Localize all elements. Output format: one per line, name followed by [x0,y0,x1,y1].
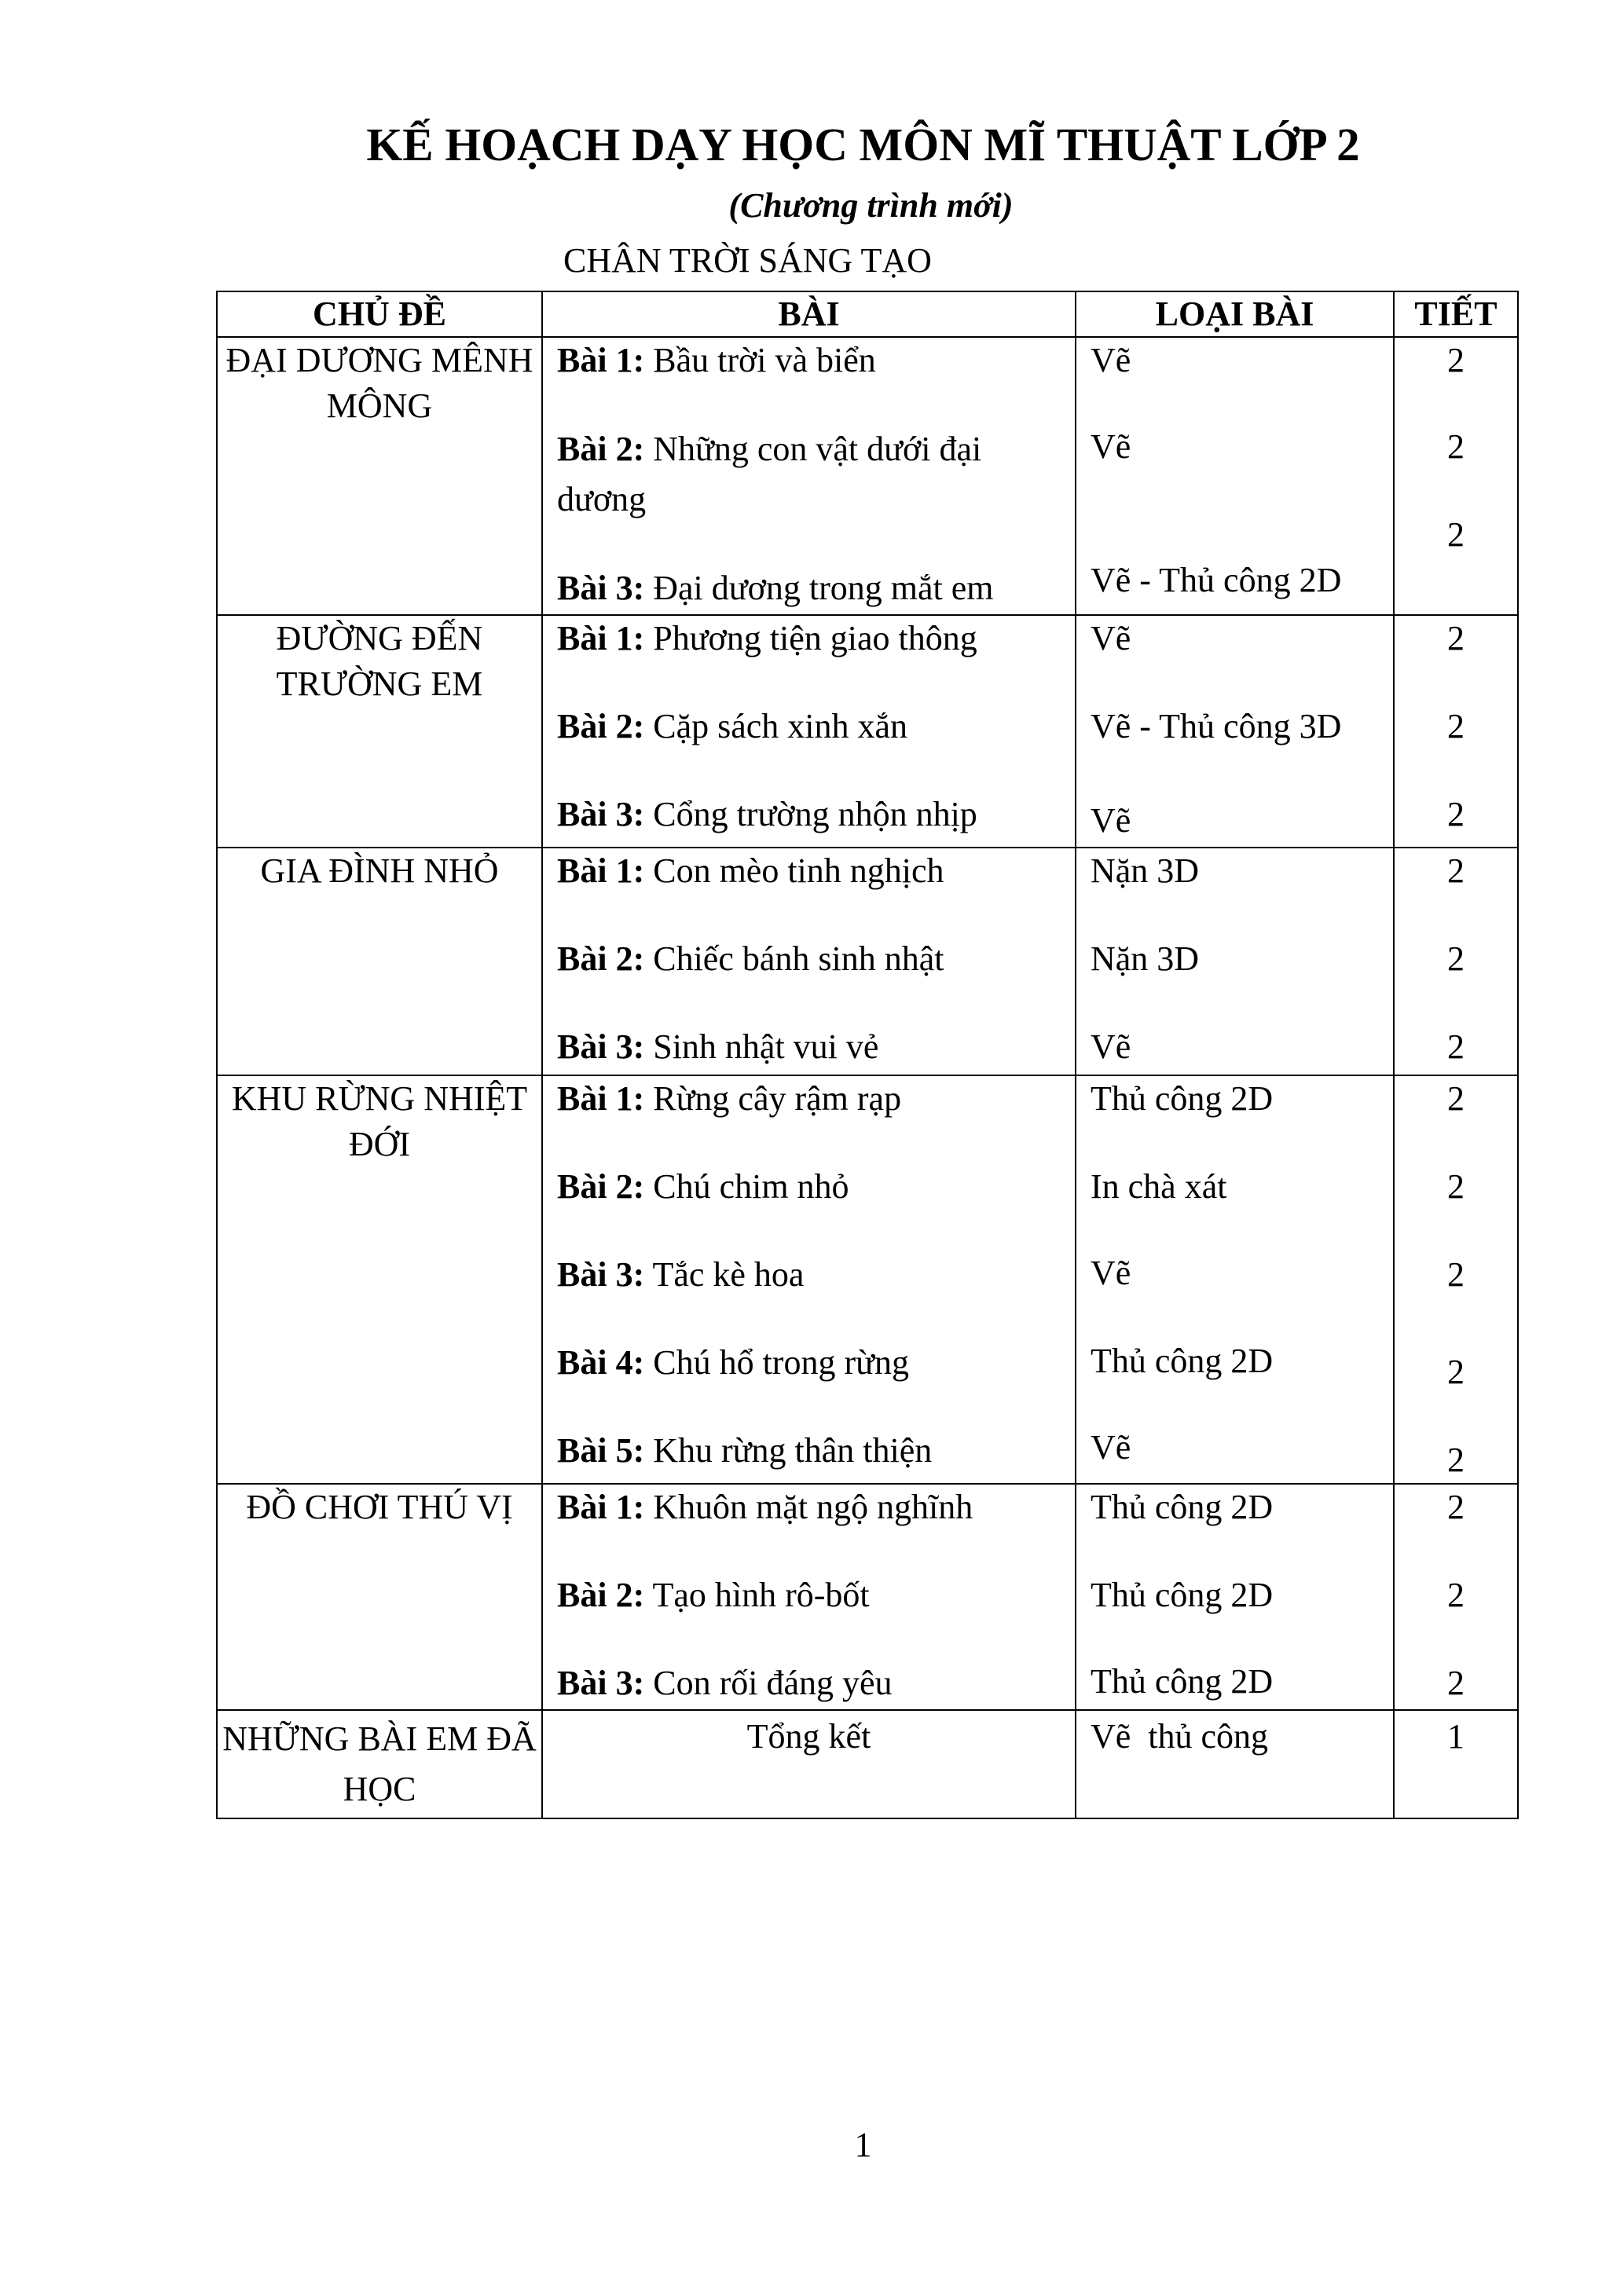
periods-cell [1394,615,1518,848]
topic-cell: GIA ĐÌNH NHỎ [217,848,542,1075]
lesson-label: Bài 3: [557,569,645,607]
lesson-periods: 2 [1447,515,1465,554]
lesson-label: Bài 1: [557,851,645,890]
periods-cell [1394,1075,1518,1484]
list-item [557,1024,1067,1070]
lesson-periods: 2 [1447,1664,1465,1702]
lesson-type: Vẽ - Thủ công 3D [1091,707,1342,745]
lesson-type: Thủ công 2D [1091,1576,1274,1614]
lesson-type: Vẽ [1091,801,1131,840]
lesson-type: Vẽ [1091,619,1131,657]
summary-type: Vẽ thủ công [1091,1717,1269,1756]
list-item [557,704,1067,749]
list-item [557,1076,1067,1122]
lesson-type: Nặn 3D [1091,851,1200,890]
lesson-title: Sinh nhật vui vẻ [653,1027,879,1066]
lesson-label: Bài 2: [557,1576,645,1614]
lesson-plan-table [216,291,1519,1819]
lesson-type: Thủ công 2D [1091,1342,1274,1380]
lesson-title: Chú chim nhỏ [653,1167,849,1206]
lesson-label: Bài 1: [557,1488,645,1526]
lesson-periods: 2 [1447,427,1465,466]
lessons-cell [542,848,1076,1075]
lesson-label: Bài 2: [557,430,645,468]
types-cell [1076,337,1394,615]
lesson-type: Thủ công 2D [1091,1079,1274,1118]
table-row [217,615,1518,848]
lesson-title: Rừng cây rậm rạp [653,1079,902,1118]
types-cell [1076,615,1394,848]
topic-cell: ĐƯỜNG ĐẾN TRƯỜNG EM [217,615,542,848]
lesson-periods: 2 [1447,1027,1465,1066]
summary-topic-cell [217,1710,542,1818]
types-cell [1076,1484,1394,1710]
topic-cell: KHU RỪNG NHIỆT ĐỚI [217,1075,542,1484]
list-item [557,1164,1067,1210]
lesson-title: Khu rừng thân thiện [653,1431,933,1470]
list-item [557,1661,1067,1706]
list-item [557,1485,1067,1530]
periods-cell [1394,337,1518,615]
lesson-title: Đại dương trong mắt em [653,569,994,607]
lesson-label: Bài 1: [557,341,645,379]
lessons-cell [542,615,1076,848]
types-cell [1076,848,1394,1075]
lesson-type: Vẽ [1091,1428,1131,1467]
periods-cell [1394,848,1518,1075]
table-row [217,337,1518,615]
lesson-label: Bài 3: [557,1027,645,1066]
lesson-label: Bài 2: [557,707,645,745]
lesson-label: Bài 5: [557,1431,645,1470]
column-header-lesson: BÀI [542,291,1076,337]
lesson-periods: 2 [1447,1353,1465,1391]
summary-periods: 1 [1447,1717,1465,1756]
lesson-type: Vẽ - Thủ công 2D [1091,561,1342,599]
table-row-summary [217,1710,1518,1818]
document-subtitle: (Chương trình mới) [728,186,1014,225]
summary-topic: NHỮNG BÀI EM ĐÃ HỌC [222,1719,537,1808]
lesson-periods: 2 [1447,619,1465,657]
lesson-periods: 2 [1447,851,1465,890]
column-header-periods: TIẾT [1394,291,1518,337]
lesson-title: Tạo hình rô-bốt [652,1576,870,1614]
list-item [557,1252,1067,1298]
lesson-title: Khuôn mặt ngộ nghĩnh [653,1488,973,1526]
periods-cell [1394,1484,1518,1710]
lesson-title: Chiếc bánh sinh nhật [653,939,944,978]
lesson-periods: 2 [1447,1488,1465,1526]
lesson-periods: 2 [1447,341,1465,379]
list-item [557,424,1067,525]
lesson-title: Cặp sách xinh xắn [653,707,908,745]
lesson-type: Thủ công 2D [1091,1488,1274,1526]
lessons-cell [542,337,1076,615]
lesson-title: Con mèo tinh nghịch [653,851,944,890]
topic-cell: ĐẠI DƯƠNG MÊNH MÔNG [217,337,542,615]
lesson-title: Bầu trời và biển [653,341,876,379]
list-item [557,1573,1067,1618]
lesson-title: Chú hổ trong rừng [653,1343,909,1382]
lesson-periods: 2 [1447,939,1465,978]
lesson-label: Bài 3: [557,795,645,833]
list-item [557,616,1067,661]
lesson-type: Vẽ [1091,1254,1131,1292]
list-item [557,566,1067,611]
page-number: 1 [854,2126,872,2164]
types-cell [1076,1075,1394,1484]
list-item [557,1340,1067,1386]
lesson-periods: 2 [1447,707,1465,745]
lesson-title: Phương tiện giao thông [653,619,977,657]
column-header-type: LOẠI BÀI [1076,291,1394,337]
lesson-periods: 2 [1447,795,1465,833]
summary-lesson-cell [542,1710,1076,1818]
list-item [557,936,1067,982]
lesson-title: Những con vật dưới đại dương [557,430,982,518]
lesson-periods: 2 [1447,1167,1465,1206]
lesson-periods: 2 [1447,1079,1465,1118]
summary-lesson: Tổng kết [746,1717,871,1756]
lesson-type: Vẽ [1091,341,1131,379]
lesson-type: Vẽ [1091,1027,1131,1066]
list-item [557,848,1067,894]
lesson-label: Bài 4: [557,1343,645,1382]
lesson-label: Bài 1: [557,619,645,657]
lesson-label: Bài 3: [557,1255,645,1294]
lesson-periods: 2 [1447,1576,1465,1614]
table-row [217,1484,1518,1710]
list-item [557,792,1067,837]
lesson-periods: 2 [1447,1255,1465,1294]
list-item [557,338,1067,383]
list-item [557,1428,1067,1474]
lesson-type: Thủ công 2D [1091,1662,1274,1701]
lesson-label: Bài 2: [557,939,645,978]
column-header-topic: CHỦ ĐỀ [217,291,542,337]
table-row [217,1075,1518,1484]
summary-periods-cell [1394,1710,1518,1818]
table-header-row [217,291,1518,337]
lessons-cell [542,1075,1076,1484]
publisher-label: CHÂN TRỜI SÁNG TẠO [563,241,932,280]
lesson-type: In chà xát [1091,1167,1227,1206]
table-row [217,848,1518,1075]
lesson-label: Bài 2: [557,1167,645,1206]
lesson-title: Tắc kè hoa [652,1255,805,1294]
summary-type-cell [1076,1710,1394,1818]
lesson-label: Bài 3: [557,1664,645,1702]
lesson-title: Con rối đáng yêu [653,1664,893,1702]
lesson-periods: 2 [1447,1441,1465,1479]
lessons-cell [542,1484,1076,1710]
topic-cell: ĐỒ CHƠI THÚ VỊ [217,1484,542,1710]
lesson-title: Cổng trường nhộn nhịp [653,795,977,833]
lesson-type: Nặn 3D [1091,939,1200,978]
document-title: KẾ HOẠCH DẠY HỌC MÔN MĨ THUẬT LỚP 2 [366,119,1360,170]
lesson-label: Bài 1: [557,1079,645,1118]
lesson-type: Vẽ [1091,427,1131,466]
